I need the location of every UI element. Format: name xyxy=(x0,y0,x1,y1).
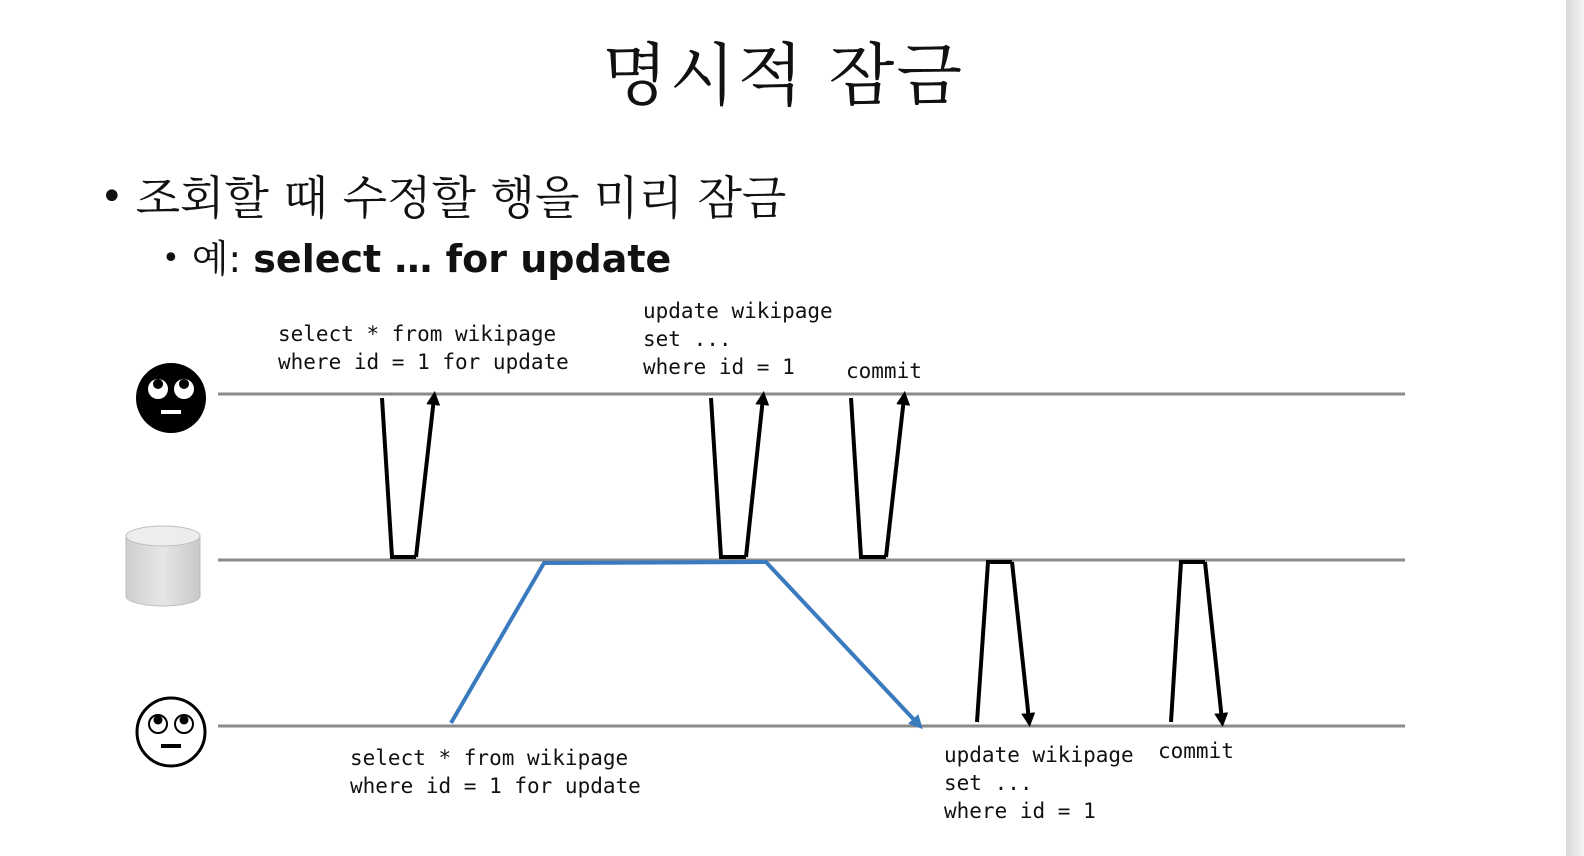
bullet-level2-prefix: 예: xyxy=(191,237,254,281)
slide-title: 명시적 잠금 xyxy=(601,37,965,116)
label-a-select-2: where id = 1 for update xyxy=(278,350,569,374)
round-trip-b-update xyxy=(977,562,1029,722)
label-a-update-1: update wikipage xyxy=(643,299,833,323)
lock-wait-path xyxy=(451,562,918,724)
label-a-commit: commit xyxy=(846,359,922,383)
label-b-update-2: set ... xyxy=(944,771,1033,795)
bullet-dot: • xyxy=(100,174,124,220)
label-b-update-3: where id = 1 xyxy=(944,799,1096,823)
database-icon xyxy=(126,526,200,606)
label-b-update-1: update wikipage xyxy=(944,743,1134,767)
round-trip-a-select xyxy=(382,398,434,557)
label-b-select-2: where id = 1 for update xyxy=(350,774,641,798)
bullet-level2-code: select … for update xyxy=(253,237,672,281)
label-a-update-3: where id = 1 xyxy=(643,355,795,379)
label-a-update-2: set ... xyxy=(643,327,732,351)
user-a-face-icon xyxy=(136,363,206,433)
user-b-face-icon xyxy=(137,698,205,766)
label-a-select-1: select * from wikipage xyxy=(278,322,557,346)
round-trip-a-commit xyxy=(851,398,904,557)
label-b-commit: commit xyxy=(1158,739,1234,763)
round-trip-a-update xyxy=(711,398,763,557)
bullet-dot: • xyxy=(162,241,180,276)
label-b-select-1: select * from wikipage xyxy=(350,746,629,770)
round-trip-b-commit xyxy=(1171,562,1222,722)
bullet-level1-text: 조회할 때 수정할 행을 미리 잠금 xyxy=(135,171,787,225)
